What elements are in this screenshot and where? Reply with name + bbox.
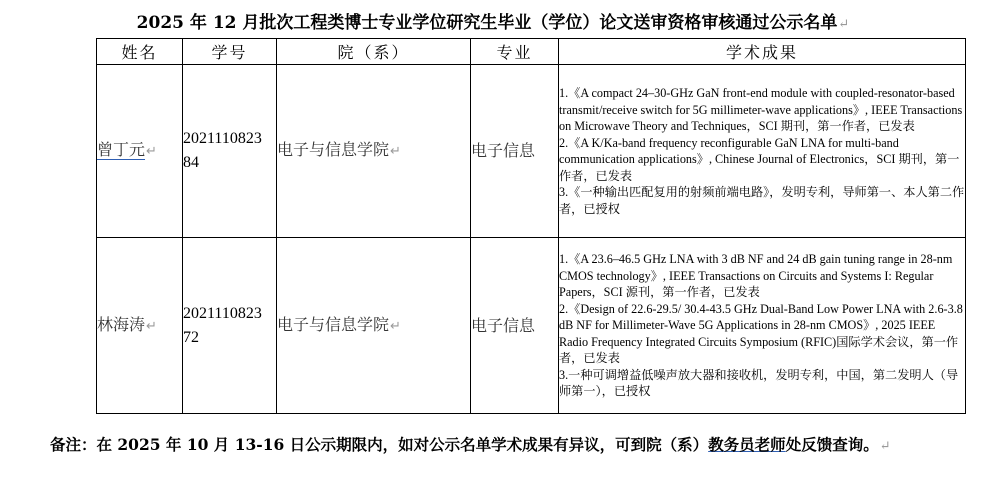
- achievement-item: 3.《一种输出匹配复用的射频前端电路》，发明专利，导师第一、本人第二作者，已授权: [559, 185, 965, 216]
- footnote-underlined: 教务员老师: [708, 435, 786, 454]
- department: 电子与信息学院↵: [277, 65, 471, 238]
- achievement-item: 2.《A K/Ka-band frequency reconfigurable GaN LNA for multi-band communication applications》, Chinese Journal of Electronics，SCI 期刊，第一作者，已发表: [559, 135, 960, 183]
- achievements-cell: [559, 65, 966, 238]
- header-dept: 院（系）: [277, 39, 471, 65]
- student-id: 202111082372: [183, 238, 277, 414]
- achievement-item: 1.《A compact 24–30-GHz GaN front-end module with coupled-resonator-based transmit/receive switch for 5G millimeter-wave applications》, IEEE Transactions on Microwave Theory and Techniques，SCI 期刊，第一作者，已发表: [559, 86, 963, 133]
- footnote: 备注：在 2025 年 10 月 13-16 日公示期限内，如对公示名单学术成果有异议，可到院（系）教务员老师处反馈查询。↵: [50, 435, 891, 454]
- table-header-row: [97, 39, 966, 65]
- achievement-item: 3.一种可调增益低噪声放大器和接收机，发明专利，中国，第二发明人（导师第一），已授权: [559, 367, 959, 399]
- page-title: 2025 年 12 月批次工程类博士专业学位研究生毕业（学位）论文送审资格审核通过公示名单↵: [136, 13, 850, 33]
- student-name: 林海涛↵: [97, 238, 183, 414]
- approval-table: [96, 38, 966, 414]
- major: 电子信息: [471, 65, 559, 238]
- header-id: 学号: [183, 39, 277, 65]
- header-achievements: 学术成果: [559, 39, 966, 65]
- achievements-cell: [559, 238, 966, 414]
- table-row: [97, 238, 966, 414]
- header-name: 姓名: [97, 39, 183, 65]
- major: 电子信息: [471, 238, 559, 414]
- achievement-item: 2.《Design of 22.6-29.5/ 30.4-43.5 GHz Dual-Band Low Power LNA with 2.6-3.8 dB NF for Millimeter-Wave 5G Applications in 28-nm CMOS》, 2025 IEEE Radio Frequency Integrated Circuits Symposium (RFIC)国际学术会议，第一作者，已发表: [559, 301, 963, 366]
- student-name: 曾丁元↵: [97, 65, 183, 238]
- table-row: [97, 65, 966, 238]
- department: 电子与信息学院↵: [277, 238, 471, 414]
- header-major: 专业: [471, 39, 559, 65]
- student-id: 202111082384: [183, 65, 277, 238]
- achievement-item: 1.《A 23.6–46.5 GHz LNA with 3 dB NF and 24 dB gain tuning range in 28-nm CMOS technology》, IEEE Transactions on Circuits and Systems I: Regular Papers，SCI 源刊，第一作者，已发表: [559, 252, 953, 300]
